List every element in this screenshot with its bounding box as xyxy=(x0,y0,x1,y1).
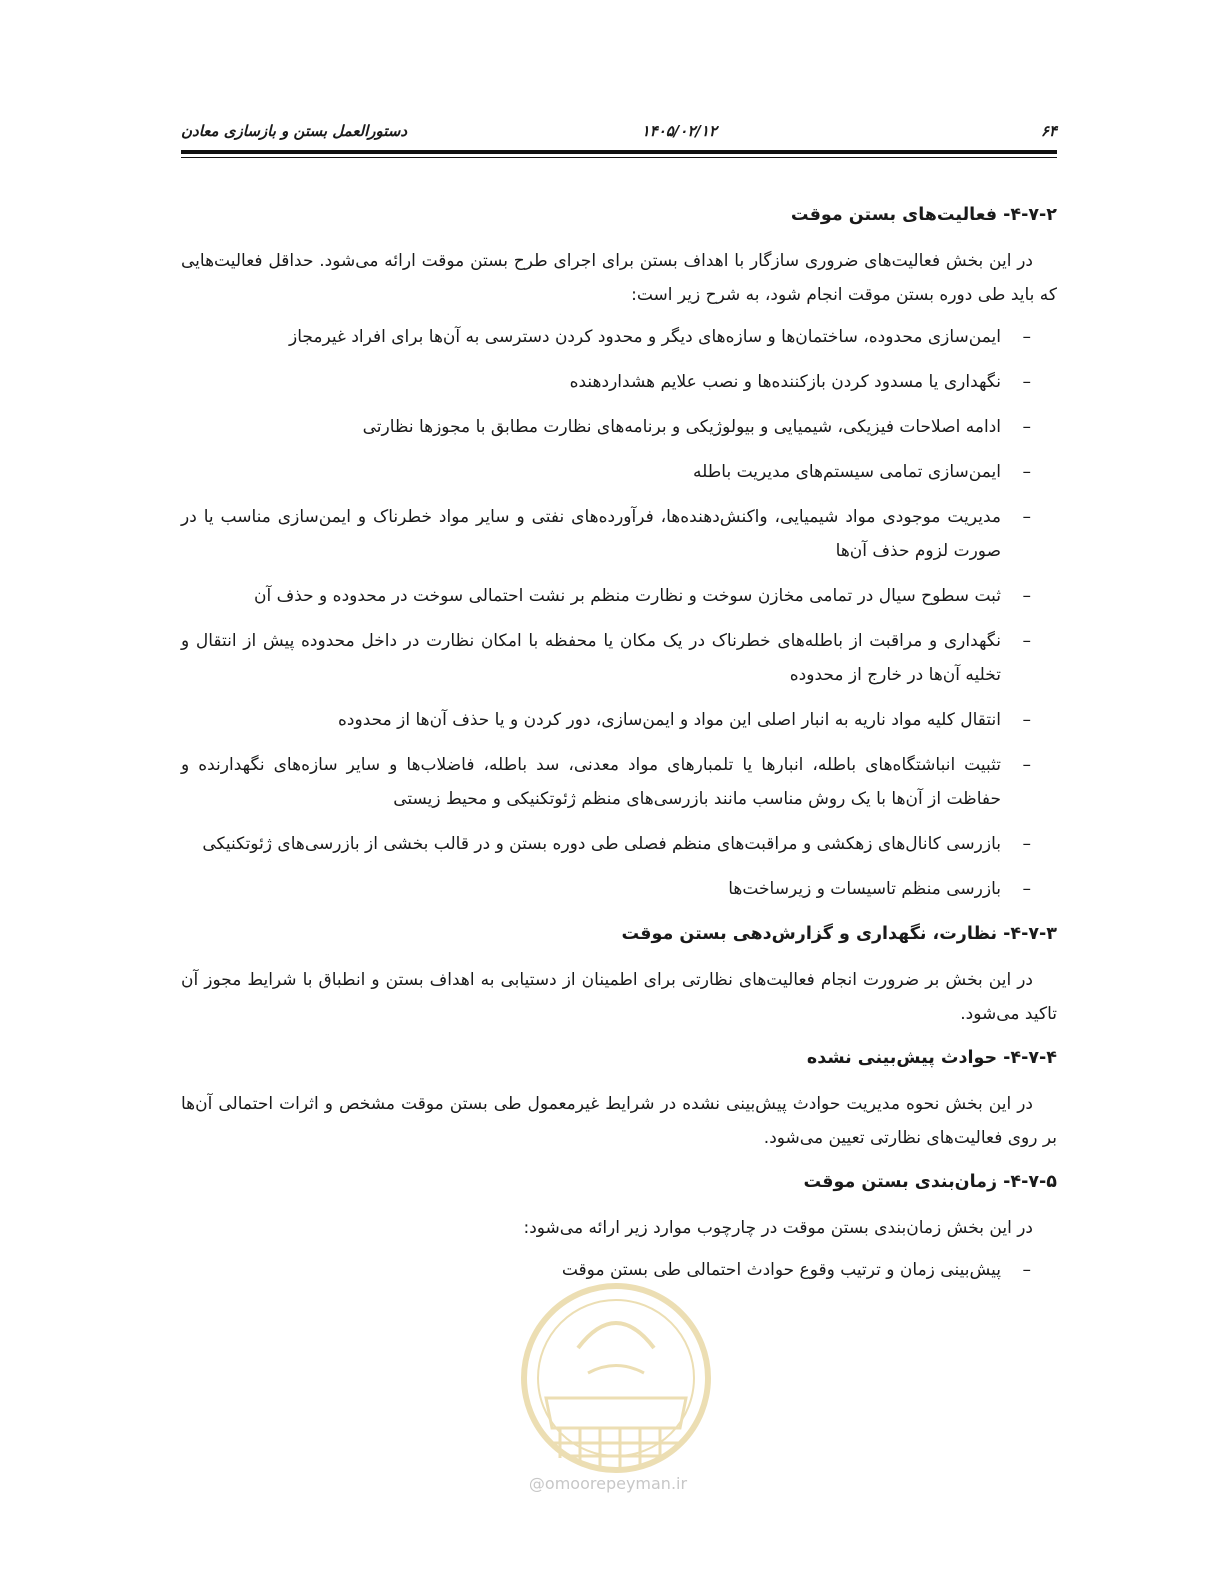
list-item: – پیش‌بینی زمان و ترتیب وقوع حوادث احتمالی طی بستن موقت xyxy=(181,1253,1057,1287)
schedule-list xyxy=(181,1253,1057,1287)
page-number: ۶۴ xyxy=(1040,122,1057,140)
section-closure-scheduling xyxy=(181,1165,1057,1287)
watermark-logo-icon xyxy=(498,1278,734,1488)
section-heading: ۴-۷-۲- فعالیت‌های بستن موقت xyxy=(790,205,1057,225)
list-item: – بازرسی کانال‌های زهکشی و مراقبت‌های منظم فصلی طی دوره بستن و در قالب بخشی از بازرسی‌های ژئوتکنیکی xyxy=(181,827,1057,861)
list-item: – ثبت سطوح سیال در تمامی مخازن سوخت و نظارت منظم بر نشت احتمالی سوخت در محدوده و حذف آن xyxy=(181,579,1057,613)
list-item: – مدیریت موجودی مواد شیمیایی، واکنش‌دهنده‌ها، فرآورده‌های نفتی و سایر مواد خطرناک و ایمن‌سازی مناسب یا در صورت لزوم حذف آن‌ها xyxy=(181,500,1057,568)
section-heading: ۴-۷-۳- نظارت، نگهداری و گزارش‌دهی بستن موقت xyxy=(621,924,1057,944)
header-rule-thick xyxy=(181,150,1057,154)
list-item: – بازرسی منظم تاسیسات و زیرساخت‌ها xyxy=(181,872,1057,906)
list-item: – ایمن‌سازی محدوده، ساختمان‌ها و سازه‌های دیگر و محدود کردن دسترسی به آن‌ها برای افراد غیرمجاز xyxy=(181,320,1057,354)
list-item: – تثبیت انباشتگاه‌های باطله، انبارها یا تلمبارهای مواد معدنی، سد باطله، فاضلاب‌ها و سایر سازه‌های نگهدارنده و حفاظت از آن‌ها با یک روش مناسب مانند بازرسی‌های منظم ژئوتکنیکی و محیط زیستی xyxy=(181,748,1057,816)
header-rule-thin xyxy=(181,157,1057,158)
section-paragraph: در این بخش نحوه مدیریت حوادث پیش‌بینی نشده در شرایط غیرمعمول طی بستن موقت مشخص و اثرات احتمالی آن‌ها بر روی فعالیت‌های نظارتی تعیین می‌شود. xyxy=(181,1094,1057,1148)
watermark-url: @omoorepeyman.ir xyxy=(528,1474,688,1493)
header-date: ۱۴۰۵/۰۲/۱۲ xyxy=(641,122,717,140)
list-item: – ایمن‌سازی تمامی سیستم‌های مدیریت باطله xyxy=(181,455,1057,489)
section-heading: ۴-۷-۵- زمان‌بندی بستن موقت xyxy=(803,1172,1057,1192)
section-temporary-closure-activities xyxy=(181,198,1057,906)
list-item: – نگهداری یا مسدود کردن بازکننده‌ها و نصب علایم هشداردهنده xyxy=(181,365,1057,399)
activity-list xyxy=(181,320,1057,906)
section-paragraph: در این بخش بر ضرورت انجام فعالیت‌های نظارتی برای اطمینان از دستیابی به اهداف بستن و انطباق با شرایط مجوز آن تاکید می‌شود. xyxy=(181,970,1057,1024)
list-item: – نگهداری و مراقبت از باطله‌های خطرناک در یک مکان یا محفظه با امکان نظارت در داخل محدوده پیش از انتقال و تخلیه آن‌ها در خارج از محدوده xyxy=(181,624,1057,692)
section-unforeseen-events xyxy=(181,1041,1057,1155)
page-header xyxy=(181,118,1057,146)
section-heading: ۴-۷-۴- حوادث پیش‌بینی نشده xyxy=(806,1048,1057,1068)
header-title: دستورالعمل بستن و بازسازی معادن xyxy=(181,122,408,140)
list-item: – انتقال کلیه مواد ناریه به انبار اصلی این مواد و ایمن‌سازی، دور کردن و یا حذف آن‌ها از محدوده xyxy=(181,703,1057,737)
document-body xyxy=(181,198,1057,1298)
list-item: – ادامه اصلاحات فیزیکی، شیمیایی و بیولوژیکی و برنامه‌های نظارت مطابق با مجوزها نظارتی xyxy=(181,410,1057,444)
section-paragraph: در این بخش زمان‌بندی بستن موقت در چارچوب موارد زیر ارائه می‌شود: xyxy=(523,1218,1033,1238)
section-paragraph: در این بخش فعالیت‌های ضروری سازگار با اهداف بستن برای اجرای طرح بستن موقت ارائه می‌شود. حداقل فعالیت‌هایی که باید طی دوره بستن موقت انجام شود، به شرح زیر است: xyxy=(181,251,1057,305)
section-monitoring-maintenance-reporting xyxy=(181,917,1057,1031)
